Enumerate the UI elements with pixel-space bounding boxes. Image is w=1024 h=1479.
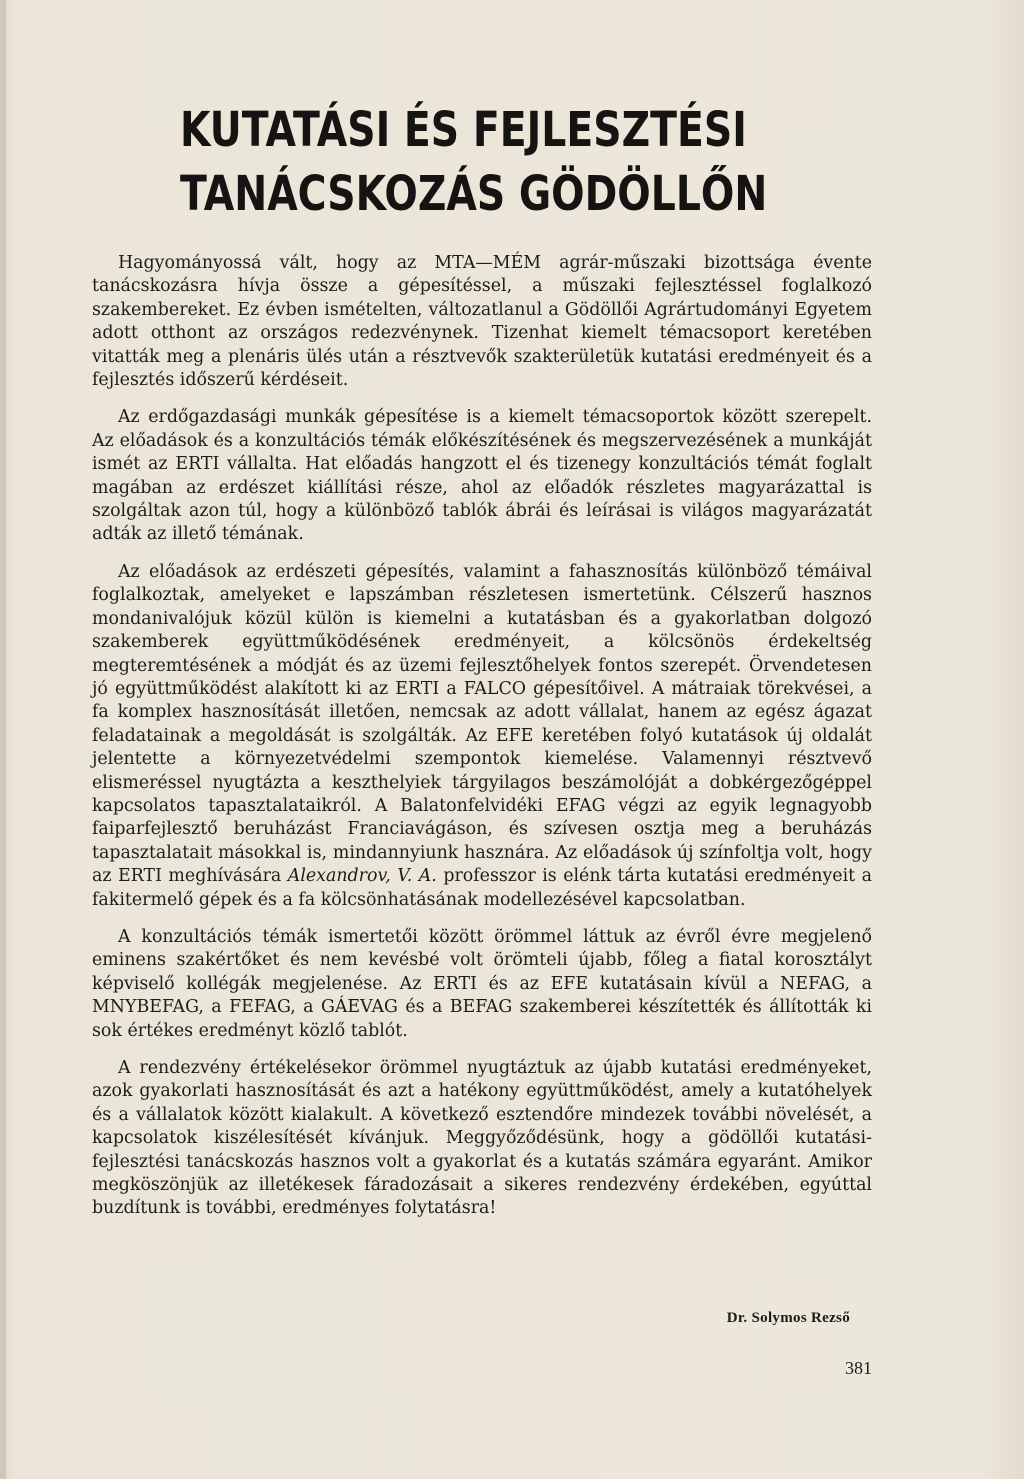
- paragraph-3-tail: professzor is elénk tárta kutatási eredményeit a fakitermelő gépek és a fa kölcsönhatásának modellezésével kapcsolatban.: [92, 866, 872, 910]
- paragraph-3-text: Az előadások az erdészeti gépesítés, valamint a fahasznosítás különböző témáival foglalkoztak, amelyeket e lapszámban részletesen ismertetünk. Célszerű hasznos mondanivalójuk közül külön is kiemelni a kutatásban és a gyakorlatban dolgozó szakemberek együttműködésének eredményeit, a kölcsönös érdekeltség megteremtésének a módját és az üzemi fejlesztőhelyek fontos szerepét. Örvendetesen jó együttműködést alakított ki az ERTI a FALCO gépesítőivel. A mátraiak törekvései, a fa komplex hasznosítását illetően, nemcsak az adott vállalat, hanem az egész ágazat feladatainak a megoldását is szolgálták. Az EFE keretében folyó kutatások új oldalát jelentette a környezetvédelmi szempontok kiemelése. Valamennyi résztvevő elismeréssel nyugtázta a keszthelyiek tárgyilagos beszámolóját a dobkérgezőgéppel kapcsolatos tapasztalataikról. A Balatonfelvidéki EFAG végzi az egyik legnagyobb faiparfejlesztő beruházást Franciavágáson, és szívesen osztja meg a beruházás tapasztalatait másokkal is, mindannyiunk hasznára. Az előadások új színfoltja volt, hogy az ERTI meghívására: [92, 561, 872, 887]
- paragraph-2: Az erdőgazdasági munkák gépesítése is a kiemelt témacsoportok között szerepelt. Az előadások és a konzultációs témák előkészítésének és megszervezésének a munkáját ismét az ERTI vállalta. Hat előadás hangzott el és tizenegy konzultációs témát foglalt magában az erdészet kiállítási része, ahol az előadók részletes magyarázattal is szolgáltak azon túl, hogy a különböző tablók ábrái és leírásai is világos magyarázatát adták az illető témának.: [92, 407, 872, 545]
- italic-author-name: Alexandrov, V. A.: [287, 866, 437, 887]
- page-number: 381: [845, 1358, 872, 1378]
- article-body: [92, 252, 872, 1221]
- title-line-1: KUTATÁSI ÉS FEJLESZTÉSI: [180, 102, 747, 158]
- article-title: [180, 98, 770, 226]
- paragraph-1: Hagyományossá vált, hogy az MTA—MÉM agrár-műszaki bizottsága évente tanácskozásra hívja össze a gépesítéssel, a műszaki fejlesztéssel foglalkozó szakembereket. Ez évben ismételten, változatlanul a Gödöllői Agrártudományi Egyetem adott otthont az országos redezvénynek. Tizenhat kiemelt témacsoport keretében vitatták meg a plenáris ülés után a résztvevők szakterületük kutatási eredményeit és a fejlesztés időszerű kérdéseit.: [92, 253, 872, 391]
- title-line-2: TANÁCSKOZÁS GÖDÖLLŐN: [180, 166, 768, 222]
- paragraph-5: A rendezvény értékelésekor örömmel nyugtáztuk az újabb kutatási eredményeket, azok gyakorlati hasznosítását és azt a hatékony együttműködést, amely a kutatóhelyek és a vállalatok között kialakult. A következő esztendőre mindezek további növelését, a kapcsolatok kiszélesítését kívánjuk. Meggyőződésünk, hogy a gödöllői kutatási-fejlesztési tanácskozás hasznos volt a gyakorlat és a kutatás számára egyaránt. Amikor megköszönjük az illetékesek fáradozásait a sikeres rendezvény érdekében, egyúttal buzdítunk is további, eredményes folytatásra!: [92, 1058, 872, 1219]
- author-signature: Dr. Solymos Rezső: [726, 1310, 850, 1326]
- page-edge-shadow: [0, 0, 6, 1479]
- paragraph-3: [92, 561, 872, 912]
- paragraph-4: A konzultációs témák ismertetői között örömmel láttuk az évről évre megjelenő eminens szakértőket és nem kevésbé volt örömteli újabb, főleg a fiatal korosztályt képviselő kollégák megjelenése. Az ERTI és az EFE kutatásain kívül a NEFAG, a MNYBEFAG, a FEFAG, a GÁEVAG és a BEFAG szakemberei készítették és állították ki sok értékes eredményt közlő tablót.: [92, 926, 872, 1041]
